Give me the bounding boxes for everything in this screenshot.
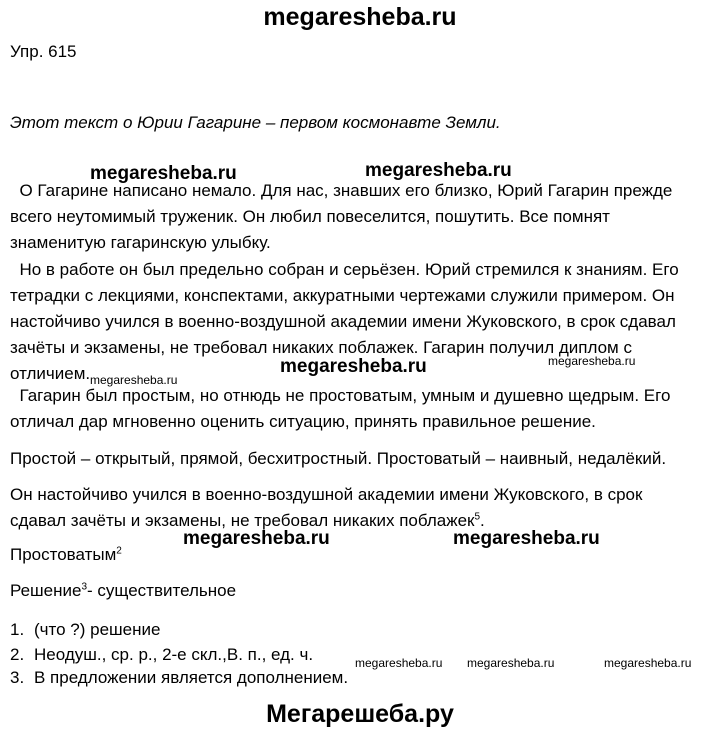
list-number: 1. xyxy=(10,620,25,639)
text-line: настойчиво учился в военно-воздушной академии имени Жуковского, в срок сдавал xyxy=(10,312,676,331)
text-line: тетрадки с лекциями, конспектами, аккуратными чертежами служили примером. Он xyxy=(10,286,675,305)
text-line: отличием. xyxy=(10,364,91,383)
paragraph-3 xyxy=(10,383,710,435)
list-number: 2. xyxy=(10,645,25,664)
sentence xyxy=(10,482,710,534)
text-line: всего неутомимый труженик. Он любил повеселится, пошутить. Все помнят xyxy=(10,207,610,226)
text-line: Но в работе он был предельно собран и серьёзен. Юрий стремился к знаниям. Его xyxy=(10,260,679,279)
watermark: megaresheba.ru xyxy=(604,656,692,670)
paragraph-1 xyxy=(10,178,710,256)
text-line: О Гагарине написано немало. Для нас, знавших его близко, Юрий Гагарин прежде xyxy=(10,181,673,200)
sentence-line-2 xyxy=(10,508,710,534)
superscript: 3 xyxy=(81,581,88,593)
intro-line: Этот текст о Юрии Гагарине – первом космонавте Земли. xyxy=(10,113,501,132)
watermark: megaresheba.ru xyxy=(355,656,443,670)
exercise-label: Упр. 615 xyxy=(10,42,77,61)
list-text: В предложении является дополнением. xyxy=(34,668,349,687)
text-line: отличал дар мгновенно оценить ситуацию, принять правильное решение. xyxy=(10,412,596,431)
sentence-text: сдавал зачёты и экзамены, не требовал никаких поблажек xyxy=(10,511,475,530)
text-line: Гагарин был простым, но отнюдь не простоватым, умным и душевно щедрым. Его xyxy=(10,386,671,405)
watermark: megaresheba.ru xyxy=(183,528,330,549)
watermark: megaresheba.ru xyxy=(90,163,237,184)
analysis-item xyxy=(10,645,313,665)
analysis-item xyxy=(10,668,348,688)
list-number: 3. xyxy=(10,668,25,687)
word-reshenie xyxy=(10,581,236,601)
watermark: megaresheba.ru xyxy=(453,528,600,549)
paragraph-2 xyxy=(10,257,710,387)
list-text: Неодуш., ср. р., 2-е скл.,В. п., ед. ч. xyxy=(34,645,314,664)
site-header: megaresheba.ru xyxy=(263,3,457,31)
list-text: (что ?) решение xyxy=(34,620,161,639)
text-line: знаменитую гагаринскую улыбку. xyxy=(10,233,271,252)
text-line: зачёты и экзамены, не требовал никаких поблажек. Гагарин получил диплом с xyxy=(10,338,632,357)
definitions-line: Простой – открытый, прямой, бесхитростный. Простоватый – наивный, недалёкий. xyxy=(10,449,667,468)
sentence-end: . xyxy=(480,511,485,530)
superscript: 2 xyxy=(116,545,122,557)
watermark: megaresheba.ru xyxy=(90,373,178,387)
word-text: Решение xyxy=(10,581,82,600)
watermark: megaresheba.ru xyxy=(280,356,427,377)
watermark: megaresheba.ru xyxy=(548,354,636,368)
word-text: Простоватым xyxy=(10,545,117,564)
analysis-item xyxy=(10,620,160,640)
watermark: megaresheba.ru xyxy=(467,656,555,670)
sentence-line-1: Он настойчиво учился в военно-воздушной академии имени Жуковского, в срок xyxy=(10,485,643,504)
superscript: 5 xyxy=(474,511,481,523)
watermark: megaresheba.ru xyxy=(365,160,512,181)
word-rest: - существительное xyxy=(87,581,237,600)
word-prostovatym xyxy=(10,545,122,565)
site-footer: Мегарешеба.ру xyxy=(266,700,454,728)
